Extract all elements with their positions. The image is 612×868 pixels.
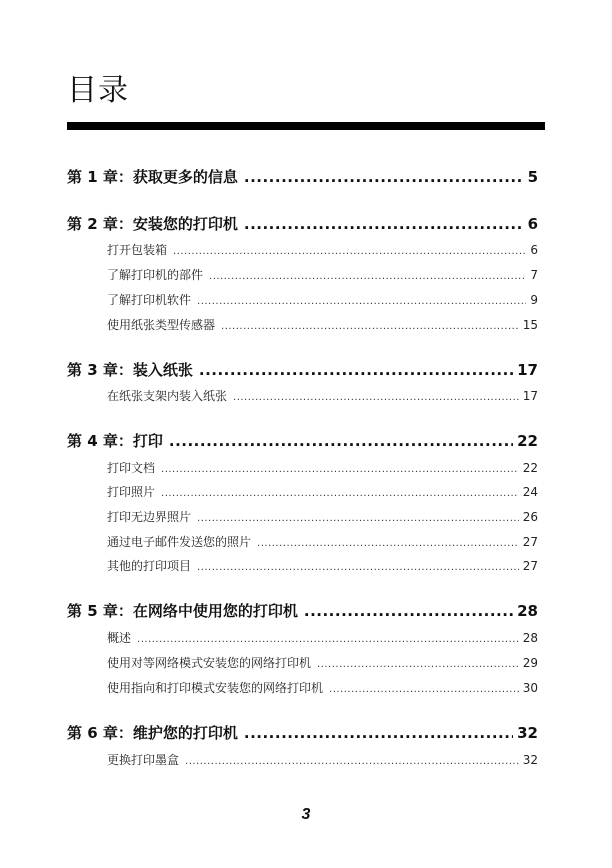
toc-item[interactable] [107,291,538,308]
toc-item[interactable] [107,316,538,333]
toc-item[interactable] [107,679,538,696]
toc-item[interactable] [107,459,538,476]
item-title: 打印无边界照片 [107,510,192,524]
item-page: 22 [522,461,538,475]
toc-item[interactable] [107,533,538,550]
item-title: 了解打印机的部件 [107,268,204,282]
item-page: 24 [522,485,538,499]
dot-leader [209,271,526,282]
chapter-title: 第 5 章：在网络中使用您的打印机 [67,602,298,620]
toc-item[interactable] [107,654,538,671]
item-title: 打印照片 [107,485,156,499]
toc-chapter-1[interactable] [67,166,538,187]
chapter-page: 6 [527,215,538,233]
toc-item[interactable] [107,629,538,646]
chapter-title: 第 4 章：打印 [67,432,163,450]
page-title: 目录 [67,73,129,108]
toc-chapter-6[interactable] [67,722,538,743]
item-title: 打印文档 [107,461,156,475]
dot-leader [221,321,519,332]
dot-leader [329,684,519,695]
item-page: 17 [522,389,538,403]
item-page: 27 [522,559,538,573]
item-title: 在纸张支架内装入纸张 [107,389,228,403]
item-title: 打开包装箱 [107,243,168,257]
item-title: 概述 [107,631,132,645]
dot-leader [257,538,519,549]
dot-leader [161,464,519,475]
chapter-title: 第 6 章：维护您的打印机 [67,724,238,742]
chapter-page: 5 [527,168,538,186]
toc-chapter-3[interactable] [67,359,538,380]
toc-item[interactable] [107,483,538,500]
chapter-page: 17 [517,361,538,379]
item-page: 32 [522,753,538,767]
dot-leader [137,634,519,645]
toc-item[interactable] [107,751,538,768]
dot-leader [197,562,519,573]
item-title: 使用纸张类型传感器 [107,318,216,332]
toc-item[interactable] [107,266,538,283]
item-page: 7 [530,268,538,282]
dot-leader [185,756,519,767]
chapter-page: 32 [517,724,538,742]
chapter-page: 28 [517,602,538,620]
item-page: 29 [522,656,538,670]
item-title: 了解打印机软件 [107,293,192,307]
dot-leader [173,246,526,257]
dot-leader [244,724,513,742]
toc-item[interactable] [107,557,538,574]
dot-leader [169,432,513,450]
item-page: 30 [522,681,538,695]
dot-leader [304,602,513,620]
item-page: 6 [530,243,538,257]
chapter-title: 第 3 章：装入纸张 [67,361,193,379]
dot-leader [233,392,519,403]
toc-chapter-4[interactable] [67,430,538,451]
toc-chapter-5[interactable] [67,600,538,621]
toc-item[interactable] [107,508,538,525]
item-title: 其他的打印项目 [107,559,192,573]
dot-leader [244,168,524,186]
dot-leader [197,296,526,307]
dot-leader [199,361,513,379]
item-title: 通过电子邮件发送您的照片 [107,535,252,549]
chapter-title: 第 2 章：安装您的打印机 [67,215,238,233]
item-title: 使用指向和打印模式安装您的网络打印机 [107,681,324,695]
chapter-page: 22 [517,432,538,450]
item-page: 27 [522,535,538,549]
dot-leader [161,488,519,499]
chapter-title: 第 1 章：获取更多的信息 [67,168,238,186]
toc-item[interactable] [107,387,538,404]
item-page: 15 [522,318,538,332]
item-page: 26 [522,510,538,524]
item-page: 9 [530,293,538,307]
dot-leader [244,215,524,233]
toc-item[interactable] [107,241,538,258]
item-title: 更换打印墨盒 [107,753,180,767]
toc-chapter-2[interactable] [67,213,538,234]
page-number: 3 [301,806,311,823]
item-title: 使用对等网络模式安装您的网络打印机 [107,656,312,670]
dot-leader [317,659,519,670]
item-page: 28 [522,631,538,645]
dot-leader [197,513,519,524]
